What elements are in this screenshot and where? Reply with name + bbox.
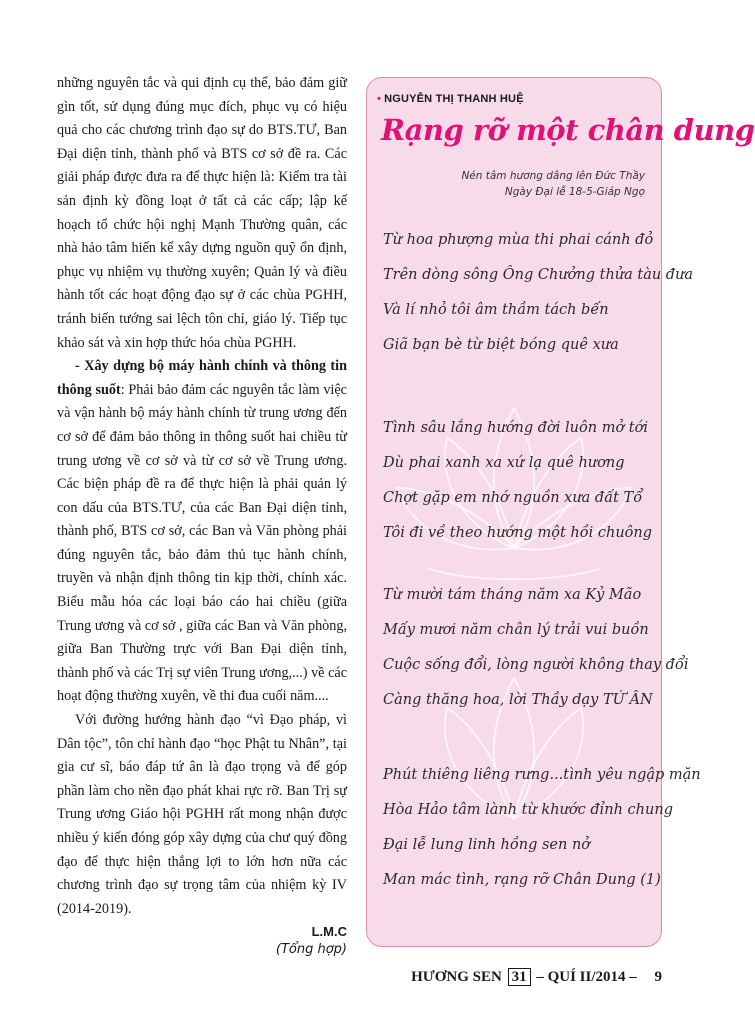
dedication-line-2: Ngày Đại lễ 18-5-Giáp Ngọ bbox=[504, 186, 645, 198]
dedication-line-1: Nén tâm hương dâng lên Đức Thầy bbox=[461, 170, 645, 182]
poem-line: Từ mười tám tháng năm xa Kỷ Mão bbox=[383, 587, 642, 603]
poem-line: Hòa Hảo tâm lành từ khước đỉnh chung bbox=[383, 802, 673, 818]
stanza-3 bbox=[383, 578, 689, 718]
poem-line: Từ hoa phượng mùa thi phai cánh đỏ bbox=[383, 232, 654, 248]
page-number: 9 bbox=[654, 969, 662, 985]
poem-line: Phút thiêng liêng rưng...tình yêu ngập mặn bbox=[383, 767, 701, 783]
page-footer bbox=[372, 969, 662, 986]
article-paragraph-2 bbox=[57, 355, 347, 709]
stanza-4 bbox=[383, 758, 701, 898]
article-column bbox=[57, 72, 347, 959]
poem-line: Trên dòng sông Ông Chưởng thửa tàu đưa bbox=[383, 267, 694, 283]
stanza-2 bbox=[383, 411, 653, 551]
author-initials: L.M.C bbox=[311, 924, 347, 940]
poem-dedication bbox=[461, 168, 645, 200]
article-paragraph-3: Với đường hướng hành đạo “vì Đạo pháp, vì Dân tộc”, tôn chỉ hành đạo “học Phật tu Nhân”, tại gia cư sĩ, báo đáp tứ ân là đạo trọng và để góp phần làm cho nền đạo phát khai rực rỡ. Ban Trị sự Trung ương Giáo hội PGHH rất mong nhận được nhiều ý kiến đóng góp xây dựng của chư quý đồng đạo để thực hiện thắng lợi to lớn hơn nữa các chương trình đạo sự trọng tâm của nhiệm kỳ IV (2014-2019). bbox=[57, 712, 347, 917]
bullet-icon: • bbox=[377, 93, 382, 105]
signoff bbox=[57, 923, 347, 959]
poem-line: Giã bạn bè từ biệt bóng quê xưa bbox=[383, 337, 619, 353]
magazine-name: HƯƠNG SEN bbox=[411, 969, 502, 985]
poem-line: Tôi đi về theo hướng một hồi chuông bbox=[383, 525, 653, 541]
article-paragraph-1: những nguyên tắc và qui định cụ thể, bảo đảm giữ gìn tốt, sử dụng đúng mục đích, phục vụ có hiệu quả cho các chương trình đạo sự do BTS.TƯ, Ban Đại diện tỉnh, thành phố và BTS cơ sở đề ra. Các giải pháp được đưa ra để thực hiện là: Kiểm tra tài sản định kỳ đồng loạt ở tất cả các cấp; lập kế hoạch tổ chức hội nghị Mạnh Thường quân, các nhà hảo tâm hiến kế xây dựng nguồn quỹ ổn định, phục vụ nhiệm vụ thường xuyên; Quản lý và điều hành tốt các hoạt động đạo sự ở các chùa PGHH, tránh biến tướng sai lệch tôn chỉ, giáo lý. Tiếp tục khảo sát và xin hợp thức hóa chùa PGHH. bbox=[57, 75, 347, 351]
author-name: NGUYỄN THỊ THANH HUỆ bbox=[384, 93, 524, 105]
stanza-1 bbox=[383, 223, 694, 363]
issue-quarter: – QUÍ II/2014 – bbox=[536, 969, 637, 985]
poem-box bbox=[366, 77, 755, 947]
poem-line: Man mác tình, rạng rỡ Chân Dung (1) bbox=[383, 872, 661, 888]
poem-author bbox=[377, 93, 524, 105]
issue-number: 31 bbox=[508, 968, 531, 986]
section-heading: - Xây dựng bộ máy hành chính và thông tin thông suốt bbox=[57, 358, 347, 398]
poem-title: Rạng rỡ một chân dung bbox=[381, 113, 755, 147]
poem-line: Càng thăng hoa, lời Thầy dạy TỨ ÂN bbox=[383, 692, 653, 708]
poem-line: Chợt gặp em nhớ nguồn xưa đất Tổ bbox=[383, 490, 643, 506]
poem-line: Và lí nhỏ tôi âm thầm tách bến bbox=[383, 302, 609, 318]
poem-line: Tình sâu lắng hướng đời luôn mở tới bbox=[383, 420, 648, 436]
poem-line: Đại lễ lung linh hồng sen nở bbox=[383, 837, 591, 853]
poem-line: Dù phai xanh xa xứ lạ quê hương bbox=[383, 455, 625, 471]
poem-line: Mấy mươi năm chân lý trải vui buồn bbox=[383, 622, 649, 638]
section-body: : Phải bảo đảm các nguyên tắc làm việc và vận hành bộ máy hành chính từ trung ương đến cơ sở để đảm bảo thông in thông suốt hai chiều từ trung ương về cơ sở và từ cơ sở về Trung ương. Các biện pháp đề ra để thực hiện là phải quản lý con dấu của BTS.TƯ, của các Ban Đại diện tỉnh, thành phố, BTS cơ sở, các Ban và Văn phòng phải đúng nguyên tắc, bảo đảm thủ tục hành chính, truyền và nhận định thông tin kịp thời, chính xác. Biểu mẫu hóa các loại báo cáo hai chiều (giữa Trung ương và cơ sở , giữa các Ban và Văn phòng, giữa Ban Thường trực với Ban Đại diện tỉnh, thành phố và các Trị sự viên Trung ương,...) về các hoạt động thường xuyên, về thi đua cuối năm.... bbox=[57, 381, 347, 705]
compiled-note: (Tổng hợp) bbox=[275, 942, 347, 958]
poem-line: Cuộc sống đổi, lòng người không thay đổi bbox=[383, 657, 689, 673]
